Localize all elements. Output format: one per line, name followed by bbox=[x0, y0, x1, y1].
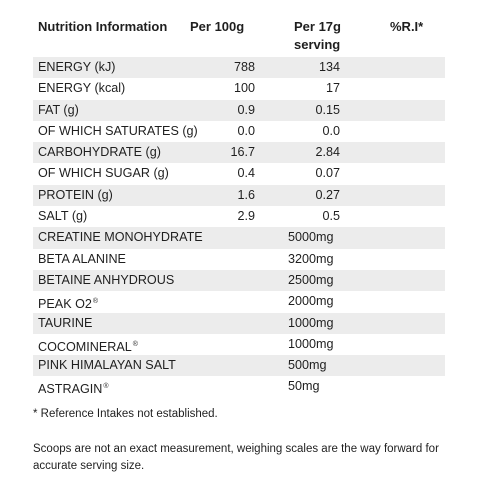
scoops-note: Scoops are not an exact measurement, weighing scales are the way forward for accurate serving size. bbox=[33, 443, 439, 472]
nutrition-table bbox=[33, 57, 445, 398]
row-per-serving: 0.5 bbox=[322, 209, 340, 224]
row-per-100g: 788 bbox=[233, 60, 255, 74]
row-per-100g: 16.7 bbox=[230, 145, 255, 160]
row-label bbox=[38, 206, 87, 227]
row-label-text: PINK HIMALAYAN SALT bbox=[38, 358, 176, 373]
row-label bbox=[38, 249, 126, 270]
table-row bbox=[33, 291, 445, 312]
row-label-text: ENERGY (kJ) bbox=[38, 60, 116, 74]
row-label-text: PEAK O2 bbox=[38, 297, 92, 312]
row-label-text: TAURINE bbox=[38, 315, 93, 330]
table-row bbox=[33, 163, 445, 184]
registered-mark: ® bbox=[103, 383, 109, 391]
table-row bbox=[33, 249, 445, 270]
row-label bbox=[38, 355, 176, 376]
row-per-serving: 134 bbox=[318, 60, 340, 74]
row-per-serving: 3200mg bbox=[288, 251, 334, 266]
row-per-serving: 0.0 bbox=[322, 123, 340, 138]
header-per-100g: Per 100g bbox=[190, 19, 245, 34]
row-label-text: SALT (g) bbox=[38, 209, 88, 224]
table-row bbox=[33, 185, 445, 206]
row-per-serving: 0.27 bbox=[315, 187, 340, 202]
row-per-serving: 0.15 bbox=[315, 102, 340, 117]
row-label bbox=[38, 163, 169, 184]
table-row bbox=[33, 121, 445, 142]
table-row bbox=[33, 206, 445, 227]
row-label-text: CREATINE MONOHYDRATE bbox=[38, 230, 203, 245]
table-row bbox=[33, 313, 445, 334]
row-per-100g: 0.4 bbox=[237, 166, 255, 181]
row-label-text: BETAINE ANHYDROUS bbox=[38, 272, 175, 287]
row-label bbox=[38, 78, 125, 99]
registered-mark: ® bbox=[92, 298, 99, 306]
row-per-100g: 1.6 bbox=[237, 187, 255, 202]
row-per-serving: 50mg bbox=[288, 379, 320, 394]
row-label bbox=[38, 57, 115, 78]
row-per-serving: 500mg bbox=[288, 358, 327, 373]
header-per-serving-line1: Per 17g bbox=[294, 19, 341, 34]
reference-intakes-note: * Reference Intakes not established. bbox=[33, 408, 218, 420]
row-label bbox=[38, 270, 174, 291]
row-label-text: FAT (g) bbox=[38, 102, 79, 117]
row-label-text: OF WHICH SUGAR (g) bbox=[38, 166, 169, 181]
row-label bbox=[38, 142, 161, 163]
table-row bbox=[33, 142, 445, 163]
row-label bbox=[38, 185, 113, 206]
row-label bbox=[38, 313, 92, 334]
row-per-serving: 5000mg bbox=[288, 230, 334, 245]
row-per-serving: 2.84 bbox=[315, 145, 340, 160]
row-label bbox=[38, 100, 79, 121]
registered-mark: ® bbox=[132, 340, 138, 348]
row-per-serving: 17 bbox=[325, 81, 340, 96]
table-row bbox=[33, 57, 445, 78]
table-row bbox=[33, 376, 445, 397]
row-label-text: ENERGY (kcal) bbox=[38, 81, 126, 96]
table-row bbox=[33, 78, 445, 99]
row-per-serving: 2500mg bbox=[288, 272, 334, 287]
row-per-100g: 0.0 bbox=[237, 123, 255, 138]
header-per-serving-line2: serving bbox=[294, 37, 341, 52]
row-label-text: OF WHICH SATURATES (g) bbox=[38, 123, 198, 138]
row-label-text: BETA ALANINE bbox=[38, 251, 126, 266]
table-row bbox=[33, 334, 445, 355]
row-per-100g: 100 bbox=[233, 81, 255, 96]
row-per-serving: 0.07 bbox=[315, 166, 340, 181]
header-per-serving bbox=[294, 18, 341, 54]
row-per-serving: 1000mg bbox=[288, 336, 334, 351]
row-per-serving: 1000mg bbox=[288, 315, 334, 330]
header-label: Nutrition Information bbox=[38, 19, 168, 34]
row-label bbox=[38, 121, 198, 142]
row-label bbox=[38, 376, 109, 400]
table-row bbox=[33, 355, 445, 376]
row-label-text: PROTEIN (g) bbox=[38, 187, 113, 202]
row-per-100g: 0.9 bbox=[237, 102, 255, 117]
row-label-text: ASTRAGIN bbox=[38, 382, 103, 397]
row-label-text: CARBOHYDRATE (g) bbox=[38, 145, 161, 160]
row-per-serving: 2000mg bbox=[288, 294, 334, 309]
table-row bbox=[33, 270, 445, 291]
row-label bbox=[38, 227, 203, 248]
table-header bbox=[38, 14, 468, 58]
header-ri: %R.I* bbox=[390, 19, 424, 34]
table-row bbox=[33, 100, 445, 121]
row-label-text: COCOMINERAL bbox=[38, 339, 132, 354]
table-row bbox=[33, 227, 445, 248]
row-per-100g: 2.9 bbox=[237, 209, 255, 224]
